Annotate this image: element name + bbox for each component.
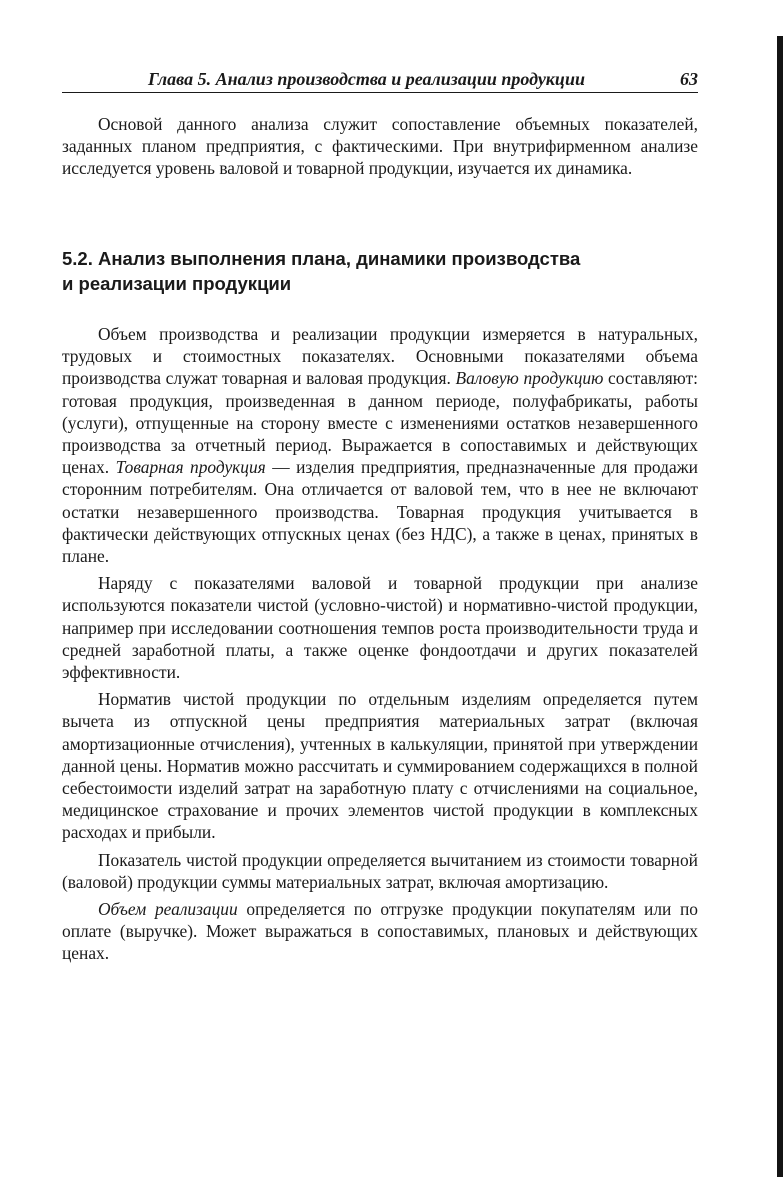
intro-text xyxy=(62,113,698,180)
paragraph-1-part-c: — изделия предприятия, предназначенные для продажи сторонним потребителям. Она отличается от валовой тем, что в нее не включают остатки незавершенного производства. Товарная продукция учитывается в фактически действующих отпускных ценах (без НДС), а также в ценах, принятых в плане. xyxy=(62,457,698,567)
chapter-title: Глава 5. Анализ производства и реализации продукции xyxy=(148,69,585,89)
page-number: 63 xyxy=(680,69,698,89)
term-commodity-output: Товарная продукция xyxy=(115,457,266,478)
term-gross-output: Валовую продукцию xyxy=(455,368,604,389)
paragraph-5 xyxy=(62,898,698,965)
paragraph-4: Показатель чистой продукции определяется вычитанием из стоимости товарной (валовой) продукции суммы материальных затрат, включая амортизацию. xyxy=(62,849,698,892)
paragraph-5-rest: определяется по отгрузке продукции покупателям или по оплате (выручке). Может выражаться в сопоставимых, плановых и действующих ценах. xyxy=(62,899,698,964)
paragraph-3: Норматив чистой продукции по отдельным изделиям определяется путем вычета из отпускной цены предприятия материальных затрат (включая амортизационные отчисления), учтенных в калькуляции, принятой при утверждении данной цены. Норматив можно рассчитать и суммированием содержащихся в полной себестоимости изделий затрат на заработную плату с отчислениями на социальное, медицинское страхование и прочих элементов чистой продукции в комплексных расходах и прибыли. xyxy=(62,689,698,843)
section-heading-line1: 5.2. Анализ выполнения плана, динамики производства xyxy=(62,248,581,269)
section-heading-line2: и реализации продукции xyxy=(62,273,292,294)
intro-paragraph: Основой данного анализа служит сопоставление объемных показателей, заданных планом предприятия, с фактическими. При внутрифирменном анализе исследуется уровень валовой и товарной продукции, изучается их динамика. xyxy=(62,114,698,179)
term-sales-volume: Объем реализации xyxy=(98,899,238,920)
paragraph-1-part-b: составляют: готовая продукция, произведенная в данном периоде, полуфабрикаты, работы (услуги), отпущенные на сторону вместе с изменениями остатков незавершенного производства за отчетный период. Выражается в сопоставимых и действующих ценах. xyxy=(62,368,698,478)
paragraph-1-part-a: Объем производства и реализации продукции измеряется в натуральных, трудовых и стоимостных показателях. Основными показателями объема производства служат товарная и валовая продукция. xyxy=(62,324,698,389)
section-body xyxy=(62,323,698,965)
section-heading xyxy=(62,246,698,296)
paragraph-1 xyxy=(62,323,698,567)
running-header xyxy=(62,66,698,93)
paragraph-2: Наряду с показателями валовой и товарной продукции при анализе используются показатели чистой (условно-чистой) и нормативно-чистой продукции, например при исследовании соотношения темпов роста производительности труда и средней заработной платы, а также оценке фондоотдачи и других показателей эффективности. xyxy=(62,573,698,683)
scan-edge-shadow xyxy=(777,36,783,1177)
